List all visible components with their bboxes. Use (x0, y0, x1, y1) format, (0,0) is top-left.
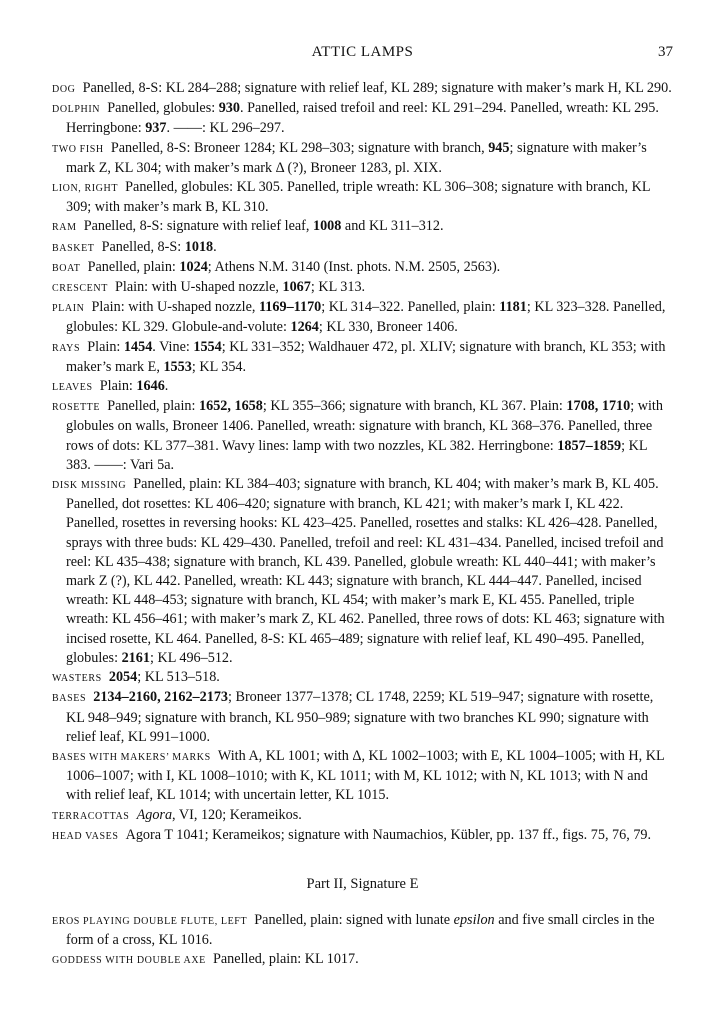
entry-text: and five small circles in the form of a cross, KL 1016. (66, 912, 655, 949)
catalogue-number: 1181 (499, 299, 527, 316)
entry-term: BASES WITH MAKERS’ MARKS (52, 751, 211, 763)
catalogue-number: 1708, 1710 (566, 398, 631, 415)
entry-text: Panelled, 8-S: Broneer 1284; KL 298–303; signature with branch, (110, 139, 489, 156)
entry-term: LION, RIGHT (52, 183, 119, 195)
entry-text: Panelled, 8-S: signature with relief leaf, (83, 218, 313, 235)
index-entry (52, 178, 673, 217)
entry-text: Panelled, plain: KL 1017. (212, 951, 359, 968)
entry-term: BOAT (52, 262, 81, 274)
entry-term: WASTERS (52, 673, 102, 685)
running-header (52, 44, 673, 64)
entry-term: PLAIN (52, 303, 85, 315)
entry-text: ; KL 496–512. (149, 649, 233, 666)
entry-text: Panelled, plain: (107, 398, 199, 415)
index-entry (52, 238, 673, 258)
index-entry (52, 377, 673, 397)
catalogue-number: 1857–1859 (557, 437, 622, 454)
entry-text: Panelled, globules: KL 305. Panelled, triple wreath: KL 306–308; signature with branch, KL 309; with maker’s mark B, KL 310. (66, 179, 650, 216)
entry-text: ; KL 331–352; Waldhauer 472, pl. XLIV; signature with branch, KL 353; with maker’s mark E, (66, 338, 666, 375)
index-entry (52, 258, 673, 278)
entry-term: RAM (52, 222, 77, 234)
entry-text: Panelled, 8-S: (101, 238, 185, 255)
entry-list-part-2 (52, 911, 673, 971)
entry-text: Panelled, plain: KL 384–403; signature with branch, KL 404; with maker’s mark B, KL 405. Panelled, dot rosettes: KL 406–420; signature with branch, KL 421; with maker’s mark I, KL 422. Panelled, rosettes in reversing hooks: KL 423–425. Panelled, rosettes and stalks: KL 426–428. Panelled, sprays with three buds: KL 429–430. Panelled, trefoil and reel: KL 431–434. Panelled, incised trefoil and reel: KL 435–438; signature with branch, KL 439. Panelled, globule wreath: KL 440–441; with maker’s mark Z (?), KL 442. Panelled, wreath: KL 443; signature with branch, KL 444–447. Panelled, incised wreath: KL 448–453; signature with branch, KL 454; with maker’s mark E, KL 455. Panelled, triple wreath: KL 456–461; with maker’s mark Z, KL 462. Panelled, three rows of dots: KL 463; signature with incised rosette, KL 464. Panelled, 8-S: KL 465–489; signature with relief leaf, KL 490–495. Panelled, globules: (66, 476, 665, 666)
entry-text: ; KL 330, Broneer 1406. (318, 319, 458, 336)
page-number: 37 (658, 44, 673, 60)
entry-text: Panelled, 8-S: KL 284–288; signature with relief leaf, KL 289; signature with maker’s mark H, KL 290. (82, 80, 672, 96)
catalogue-number: 937 (145, 120, 167, 137)
entry-text: . (213, 238, 217, 255)
catalogue-number: 1652, 1658 (199, 398, 263, 415)
entry-term: RAYS (52, 342, 81, 354)
index-entry (52, 298, 673, 337)
entry-text: Panelled, plain: signed with lunate (254, 912, 454, 928)
entry-text: Agora T 1041; Kerameikos; signature with Naumachios, Kübler, pp. 137 ff., figs. 75, 76, 79. (125, 826, 652, 843)
entry-term: LEAVES (52, 382, 93, 394)
entry-text: ; KL 513–518. (137, 669, 220, 686)
entry-text: Agora (136, 806, 173, 823)
entry-text: Panelled, plain: (87, 258, 180, 275)
entry-text: ; Athens N.M. 3140 (Inst. phots. N.M. 2505, 2563). (207, 258, 501, 275)
entry-text: ; KL 355–366; signature with branch, KL 367. Plain: (262, 398, 567, 415)
entry-term: DISK MISSING (52, 480, 127, 492)
index-entry (52, 397, 673, 475)
entry-text: . (164, 378, 169, 395)
entry-text: ; KL 313. (310, 279, 366, 296)
entry-text: Plain: with U-shaped nozzle, (91, 299, 259, 316)
index-entry (52, 747, 673, 806)
catalogue-number: 2134–2160, 2162–2173 (93, 689, 228, 706)
entry-text: ; KL 314–322. Panelled, plain: (321, 299, 500, 316)
entry-text: Panelled, globules: (107, 100, 219, 117)
index-entry (52, 475, 673, 668)
catalogue-number: 1008 (312, 218, 342, 235)
index-entry (52, 826, 673, 846)
index-entry (52, 99, 673, 138)
catalogue-number: 2054 (108, 669, 138, 686)
index-entry (52, 79, 673, 99)
entry-term: ROSETTE (52, 402, 101, 414)
entry-term: DOLPHIN (52, 104, 101, 116)
entry-text: Plain: with U-shaped nozzle, (115, 279, 283, 296)
catalogue-number: 1554 (193, 338, 222, 355)
catalogue-number: 1067 (282, 279, 311, 296)
entry-term: DOG (52, 84, 76, 95)
entry-term: BASKET (52, 242, 95, 254)
entry-text: epsilon (453, 912, 495, 928)
entry-term: GODDESS WITH DOUBLE AXE (52, 955, 206, 967)
entry-text: ; KL 354. (191, 358, 247, 375)
catalogue-number: 1646 (136, 378, 165, 395)
entry-text: . ——: KL 296–297. (166, 120, 285, 137)
entry-term: EROS PLAYING DOUBLE FLUTE, LEFT (52, 916, 248, 927)
entry-text: ; with globules on walls, Broneer 1406. Panelled, wreath: signature with branch, KL 368–376. Panelled, three rows of dots: KL 377–381. Wavy lines: lamp with two nozzles, KL 382. Herringbone: (66, 398, 663, 454)
index-entry (52, 139, 673, 178)
index-entry (52, 950, 673, 970)
catalogue-number: 1454 (123, 338, 153, 355)
entry-text: . Vine: (152, 338, 194, 355)
entry-term: HEAD VASES (52, 830, 119, 842)
catalogue-number: 1553 (163, 358, 192, 375)
running-title: ATTIC LAMPS (311, 44, 414, 60)
entry-text: , VI, 120; Kerameikos. (172, 806, 302, 823)
index-entry (52, 668, 673, 688)
part-heading: Part II, Signature E (306, 876, 419, 892)
entry-text: With A, KL 1001; with Δ, KL 1002–1003; with E, KL 1004–1005; with H, KL 1006–1007; with I, KL 1008–1010; with K, KL 1011; with M, KL 1012; with N, KL 1013; with N and with relief leaf, KL 1014; with uncertain letter, KL 1015. (66, 747, 665, 804)
catalogue-number: 2161 (121, 649, 150, 666)
index-entry (52, 338, 673, 377)
entry-list (52, 79, 673, 846)
catalogue-number: 1169–1170 (259, 299, 322, 316)
catalogue-number: 945 (488, 139, 510, 156)
catalogue-number: 1024 (179, 258, 208, 275)
index-entry (52, 688, 673, 747)
entry-term: BASES (52, 693, 87, 705)
entry-text: ; KL 383. ——: Vari 5a. (66, 437, 647, 473)
catalogue-number: 930 (218, 100, 240, 117)
entry-text: ; KL 323–328. Panelled, globules: KL 329. Globule-and-volute: (66, 299, 666, 336)
index-entry (52, 806, 673, 826)
entry-text: ; Broneer 1377–1378; CL 1748, 2259; KL 519–947; signature with rosette, KL 948–949; signature with branch, KL 950–989; signature with two branches KL 990; signature with relief leaf, KL 991–1000. (66, 689, 654, 745)
catalogue-number: 1018 (184, 238, 214, 255)
entry-term: CRESCENT (52, 283, 108, 295)
entry-term: TWO FISH (52, 143, 104, 155)
entry-text: and KL 311–312. (341, 218, 444, 235)
entry-text: ; signature with maker’s mark Z, KL 304; with maker’s mark Δ (?), Broneer 1283, pl. XIX. (66, 139, 647, 176)
entry-text: Plain: (87, 338, 124, 355)
index-entry (52, 217, 673, 237)
entry-term: TERRACOTTAS (52, 810, 130, 822)
index-entry (52, 911, 673, 950)
index-entry (52, 278, 673, 298)
entry-text: Plain: (99, 378, 137, 395)
catalogue-number: 1264 (290, 319, 319, 336)
entry-text: . Panelled, raised trefoil and reel: KL 291–294. Panelled, wreath: KL 295. Herringbone: (66, 100, 659, 137)
